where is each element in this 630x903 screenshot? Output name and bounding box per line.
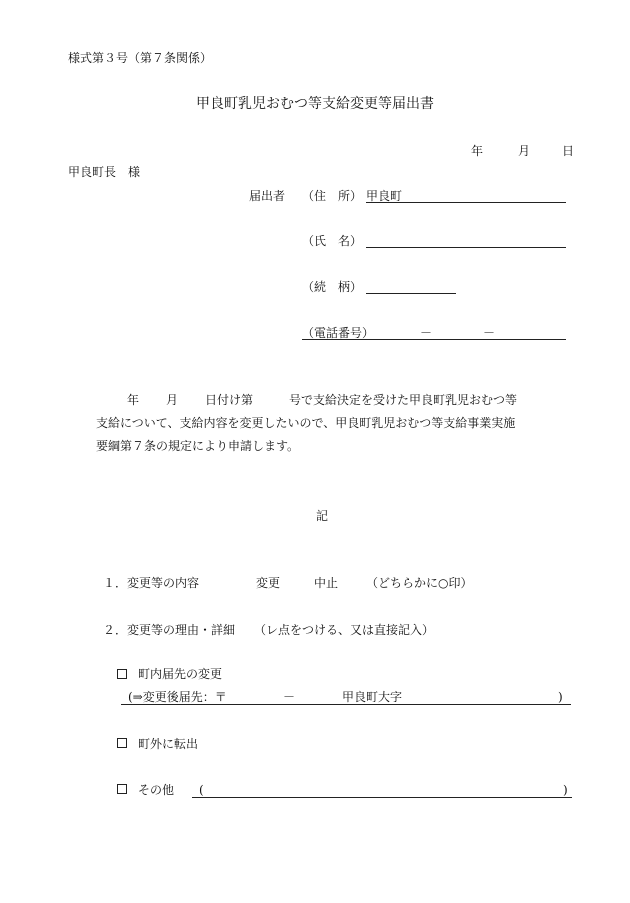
date-day-label: 日: [562, 144, 575, 158]
date-year-label: 年: [471, 144, 484, 158]
relation-label: （続 柄）: [302, 280, 363, 294]
address-prefix: 甲良町: [366, 189, 403, 203]
body-line-1: 号で支給決定を受けた甲良町乳児おむつ等: [289, 393, 518, 407]
item1-label: １．変更等の内容: [103, 576, 200, 590]
option-change[interactable]: 変更: [256, 576, 281, 590]
checkbox-inner-change-label: 町内届先の変更: [138, 667, 223, 681]
page-title: 甲良町乳児おむつ等支給変更等届出書: [196, 96, 434, 112]
checkbox-other-label: その他: [138, 783, 175, 797]
new-address-dash: －: [283, 690, 296, 704]
relation-field[interactable]: [366, 293, 456, 294]
date-month-label: 月: [518, 144, 531, 158]
body-month: 月: [166, 393, 179, 407]
body-date: 日付け第: [205, 393, 254, 407]
body-year: 年: [127, 393, 140, 407]
other-open: (: [199, 783, 204, 797]
new-address-close: ): [558, 690, 563, 704]
item2-note: （レ点をつける、又は直接記入）: [254, 623, 435, 637]
applicant-label: 届出者: [249, 189, 286, 203]
address-label: （住 所）: [302, 189, 363, 203]
item2-label: ２．変更等の理由・詳細: [103, 623, 236, 637]
body-line-2: 支給について、支給内容を変更したいので、甲良町乳児おむつ等支給事業実施: [96, 416, 516, 430]
phone-dash-1: －: [420, 326, 433, 340]
checkbox-other[interactable]: [117, 784, 127, 794]
checkbox-move-out[interactable]: [117, 738, 127, 748]
checkbox-move-out-label: 町外に転出: [138, 737, 199, 751]
name-field[interactable]: [366, 247, 566, 248]
ki-heading: 記: [316, 509, 329, 523]
phone-field[interactable]: [302, 339, 566, 340]
new-address-open: (⇒変更後届先：〒: [128, 690, 227, 704]
item1-note: （どちらかに○印）: [366, 576, 473, 590]
option-cancel[interactable]: 中止: [314, 576, 339, 590]
phone-label: （電話番号）: [302, 326, 375, 340]
phone-dash-2: －: [483, 326, 496, 340]
address-field[interactable]: [366, 202, 566, 203]
checkbox-inner-change[interactable]: [117, 669, 127, 679]
other-close: ): [563, 783, 568, 797]
addressee: 甲良町長 様: [68, 165, 141, 179]
name-label: （氏 名）: [302, 234, 363, 248]
other-field[interactable]: [192, 797, 572, 798]
body-line-3: 要綱第７条の規定により申請します。: [96, 439, 300, 453]
form-number: 様式第３号（第７条関係）: [68, 51, 213, 65]
new-address-field[interactable]: [121, 704, 571, 705]
new-address-town: 甲良町大字: [342, 690, 403, 704]
